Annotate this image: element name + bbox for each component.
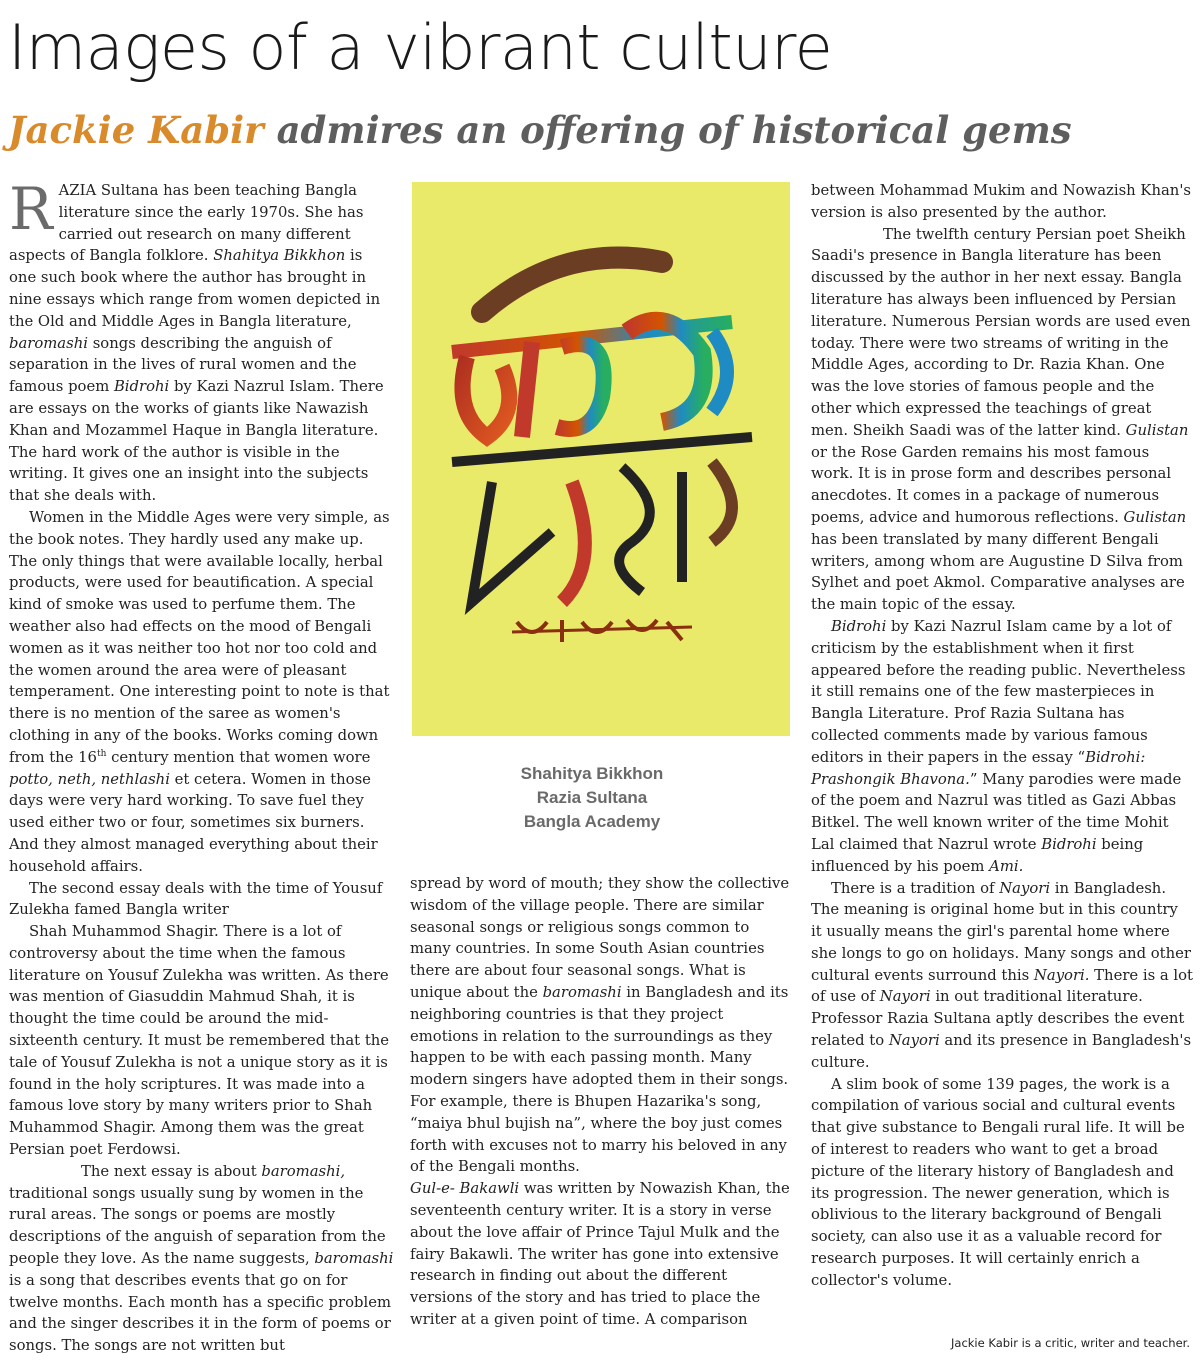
paragraph: The next essay is about baromashi, traditional songs usually sung by women in the rural areas. The songs or poems are mostly descriptions of the anguish of separation from the people they love. As the name suggests, baromashi is a song that describes events that go on for twelve months. Each month has a specific problem and the singer describes it in the form of poems or songs. The songs are not written but [9, 1162, 394, 1355]
article-column-2 [410, 873, 792, 1331]
paragraph: spread by word of mouth; they show the collective wisdom of the village people. There are similar seasonal songs or religious songs common to many countries. In some South Asian countries there are about four seasonal songs. What is unique about the baromashi in Bangladesh and its neighboring countries is that they project emotions in relation to the surroundings as they happen to be with each passing month. Many modern singers have adopted them in their songs. For example, there is Bhupen Hazarika's song, “maiya bhul bujish na”, where the boy just comes forth with excuses not to marry his beloved in any of the Bengali months. [410, 875, 790, 1176]
paragraph: Women in the Middle Ages were very simple, as the book notes. They hardly used any make up. The only things that were available locally, herbal products, were used for beautification. A special kind of smoke was used to perfume them. The weather also had effects on the mood of Bengali women as it was neither too hot nor too cold and the women around the area were of pleasant temperament. One interesting point to note is that there is no mention of the saree as women's clothing in any of the books. Works coming down from the 16th century mention that women wore potto, neth, nethlashi et cetera. Women in those days were very hard working. To save fuel they used either two or four, sometimes six burners. And they almost managed everything about their household affairs. [9, 508, 390, 875]
paragraph: RAZIA Sultana has been teaching Bangla literature since the early 1970s. She has carried out research on many different aspects of Bangla folklore. Shahitya Bikkhon is one such book where the author has brought in nine essays which range from women depicted in the Old and Middle Ages in Bangla literature, baromashi songs describing the anguish of separation in the lives of rural women and the famous poem Bidrohi by Kazi Nazrul Islam. There are essays on the works of giants like Nawazish Khan and Mozammel Haque in Bangla literature. The hard work of the author is visible in the writing. It gives one an insight into the subjects that she deals with. [9, 175, 384, 505]
paragraph: Shah Muhammod Shagir. There is a lot of controversy about the time when the famous literature on Yousuf Zulekha was written. As there was mention of Giasuddin Mahmud Shah, it is thought the time could be around the mid-sixteenth century. It must be remembered that the tale of Yousuf Zulekha is not a unique story as it is found in the holy scriptures. It was made into a famous love story by many writers prior to Shah Muhammod Shagir. Among them was the great Persian poet Ferdowsi. [9, 923, 390, 1159]
drop-cap: R [9, 175, 53, 243]
book-cover-image [412, 182, 790, 736]
paragraph: between Mohammad Mukim and Nowazish Khan's version is also presented by the author. [811, 182, 1191, 221]
article-column-1 [9, 175, 394, 1357]
paragraph: There is a tradition of Nayori in Bangladesh. The meaning is original home but in this country it usually means the girl's parental home where she longs to go on holidays. Many songs and other cultural events surround this Nayori. There is a lot of use of Nayori in out traditional literature. Professor Razia Sultana aptly describes the event related to Nayori and its presence in Bangladesh's culture. [811, 879, 1194, 1071]
caption-publisher: Bangla Academy [523, 812, 661, 831]
book-cover-artwork [412, 182, 790, 736]
book-caption [412, 762, 772, 834]
paragraph: A slim book of some 139 pages, the work is a compilation of various social and cultural events that give substance to Bengali rural life. It will be of interest to readers who want to get a broad picture of the literary history of Bangladesh and its progression. The newer generation, which is oblivious to the literary background of Bengali society, can also use it as a valuable record for research purposes. It will certainly enrich a collector's volume. [811, 1075, 1185, 1289]
author-byline: Jackie Kabir is a critic, writer and teacher. [951, 1336, 1190, 1350]
headline: Images of a vibrant culture [8, 11, 833, 84]
subhead-text: admires an offering of historical gems [263, 108, 1072, 152]
caption-author: Razia Sultana [536, 788, 648, 807]
subhead-author: Jackie Kabir [8, 108, 264, 152]
article-column-3 [811, 180, 1193, 1292]
paragraph: Gul-e- Bakawli was written by Nowazish Khan, the seventeenth century writer. It is a story in verse about the love affair of Prince Tajul Mulk and the fairy Bakawli. The writer has gone into extensive research in finding out about the different versions of the story and has tried to place the writer at a given point of time. A comparison [410, 1180, 790, 1328]
paragraph: Bidrohi by Kazi Nazrul Islam came by a lot of criticism by the establishment when it first appeared before the reading public. Nevertheless it still remains one of the few masterpieces in Bangla Literature. Prof Razia Sultana has collected comments made by various famous editors in their papers in the essay “Bidrohi: Prashongik Bhavona.” Many parodies were made of the poem and Nazrul was titled as Gazi Abbas Bitkel. The well known writer of the time Mohit Lal claimed that Nazrul wrote Bidrohi being influenced by his poem Ami. [811, 617, 1186, 875]
subhead [8, 104, 1072, 156]
paragraph: The second essay deals with the time of Yousuf Zulekha famed Bangla writer [9, 879, 383, 919]
caption-title: Shahitya Bikkhon [520, 764, 664, 783]
paragraph: The twelfth century Persian poet Sheikh Saadi's presence in Bangla literature has been discussed by the author in her next essay. Bangla literature has always been influenced by Persian literature. Numerous Persian words are used even today. There were two streams of writing in the Middle Ages, according to Dr. Razia Khan. One was the love stories of famous people and the other which expressed the teachings of great men. Sheikh Saadi was of the latter kind. Gulistan or the Rose Garden remains his most famous work. It is in prose form and describes personal anecdotes. It comes in a package of numerous poems, advice and humorous reflections. Gulistan has been translated by many different Bengali writers, among whom are Augustine D Silva from Sylhet and poet Akmol. Comparative analyses are the main topic of the essay. [811, 225, 1191, 614]
